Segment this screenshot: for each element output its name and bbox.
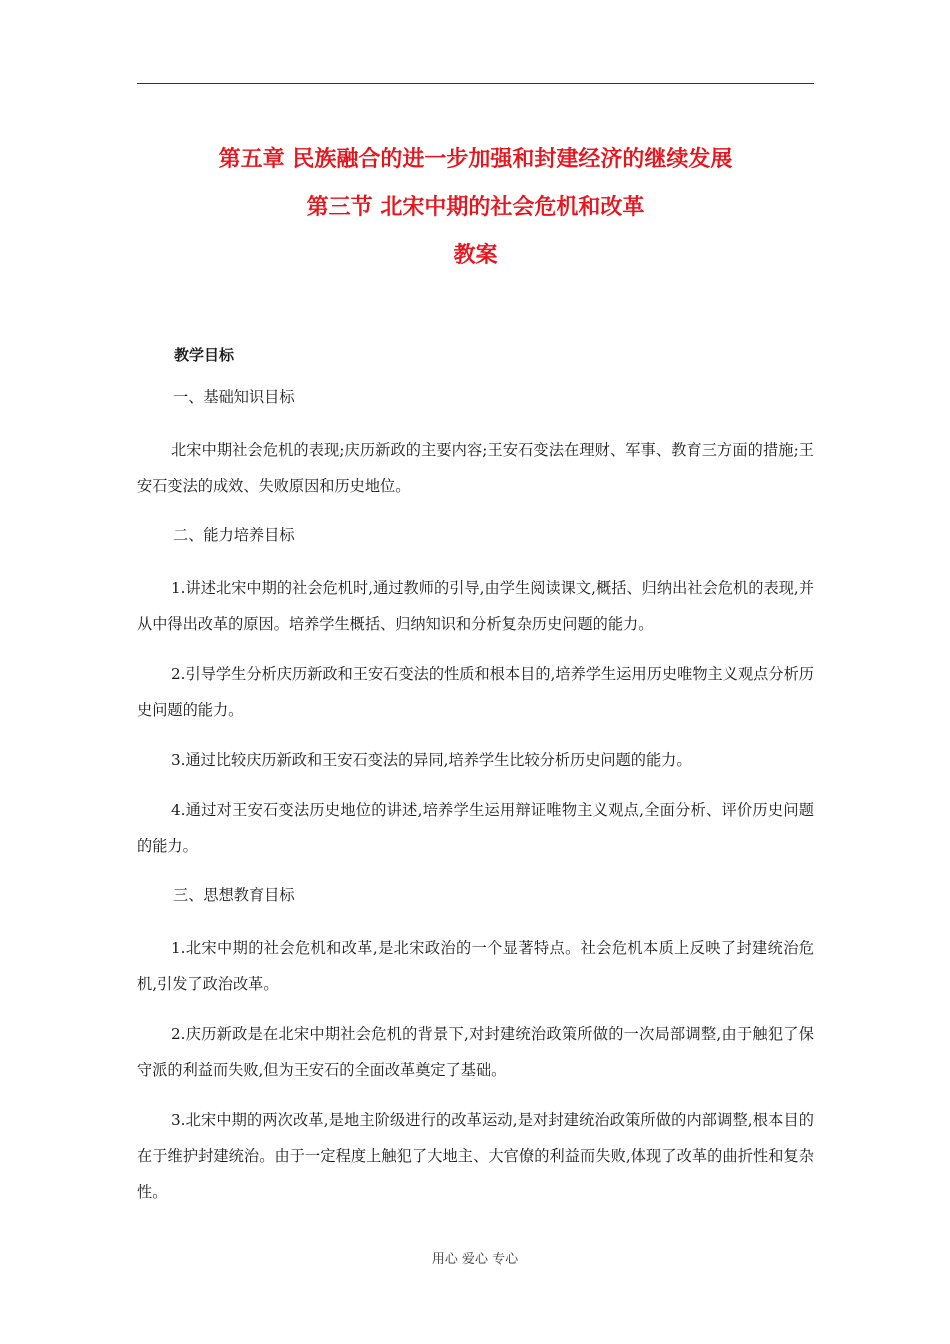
section-title: 第三节 北宋中期的社会危机和改革 xyxy=(306,195,645,220)
subheading-ability: 二、能力培养目标 xyxy=(173,526,295,544)
paragraph: 北宋中期社会危机的表现;庆历新政的主要内容;王安石变法在理财、军事、教育三方面的措施;王安石变法的成效、失败原因和历史地位。 xyxy=(137,441,814,495)
paragraph: 2.庆历新政是在北宋中期社会危机的背景下,对封建统治政策所做的一次局部调整,由于触犯了保守派的利益而失败,但为王安石的全面改革奠定了基础。 xyxy=(137,1025,814,1079)
teaching-goals-heading: 教学目标 xyxy=(174,346,235,364)
paragraph: 2.引导学生分析庆历新政和王安石变法的性质和根本目的,培养学生运用历史唯物主义观点分析历史问题的能力。 xyxy=(137,665,814,719)
paragraph: 3.北宋中期的两次改革,是地主阶级进行的改革运动,是对封建统治政策所做的内部调整,根本目的在于维护封建统治。由于一定程度上触犯了大地主、大官僚的利益而失败,体现了改革的曲折性和复杂性。 xyxy=(137,1111,814,1201)
header-rule xyxy=(137,83,814,84)
doc-type-title: 教案 xyxy=(453,243,498,268)
page-footer: 用心 爱心 专心 xyxy=(431,1252,519,1267)
paragraph: 1.北宋中期的社会危机和改革,是北宋政治的一个显著特点。社会危机本质上反映了封建统治危机,引发了政治改革。 xyxy=(137,939,814,993)
paragraph: 4.通过对王安石变法历史地位的讲述,培养学生运用辩证唯物主义观点,全面分析、评价历史问题的能力。 xyxy=(137,801,814,855)
chapter-title: 第五章 民族融合的进一步加强和封建经济的继续发展 xyxy=(218,147,733,172)
document-title xyxy=(137,136,814,280)
paragraph: 3.通过比较庆历新政和王安石变法的异同,培养学生比较分析历史问题的能力。 xyxy=(171,751,692,769)
document-body xyxy=(137,380,814,1210)
subheading-basic-knowledge: 一、基础知识目标 xyxy=(173,388,295,406)
subheading-moral-education: 三、思想教育目标 xyxy=(173,886,295,904)
paragraph: 1.讲述北宋中期的社会危机时,通过教师的引导,由学生阅读课文,概括、归纳出社会危机的表现,并从中得出改革的原因。培养学生概括、归纳知识和分析复杂历史问题的能力。 xyxy=(137,579,814,633)
